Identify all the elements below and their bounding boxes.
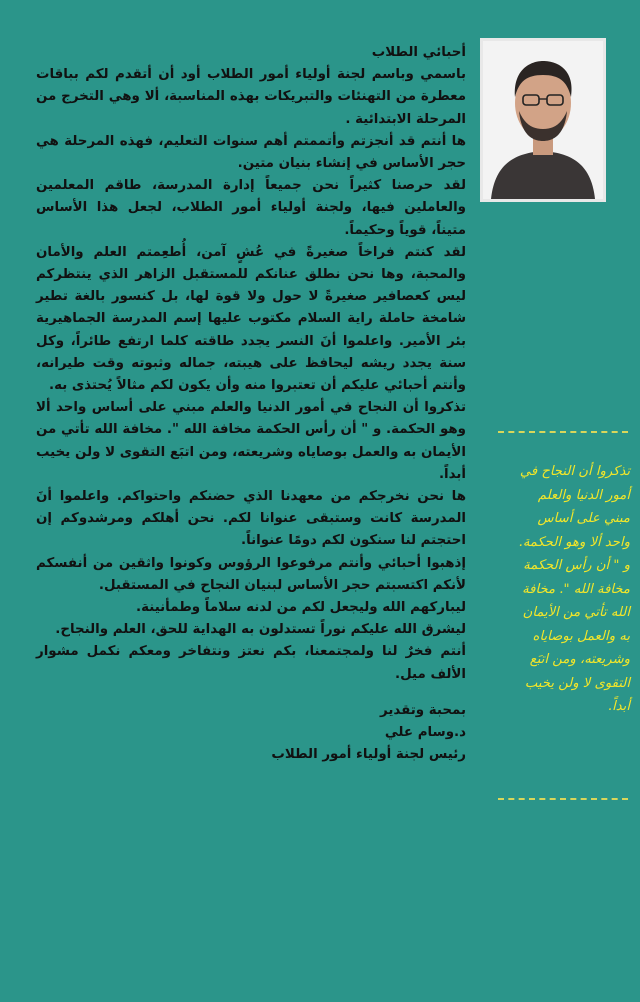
quote-line: أبداً. [607,699,630,714]
portrait-image [483,41,603,199]
quote-line: أمور الدنيا والعلم [537,487,630,503]
quote-line: الله تأتي من الأيمان [522,605,630,620]
letter-paragraph: تذكروا أن النجاح في أمور الدنيا والعلم مبني على أساس واحد ألا وهو الحكمة. و " أن رأس الحكمة مخافة الله ". مخافة الله تأتي من الأيمان به والعمل بوصاياه وشريعته، ومن اتبَع التقوى لا ولن يخيب أبداً. [36,400,466,482]
letter-paragraph: إذهبوا أحبائي وأنتم مرفوعوا الرؤوس وكونوا واثقين من أنفسكم لأنكم اكتسبتم حجر الأساس لبنيان النجاح في المستقبل. [36,555,466,593]
letter-greeting: أحبائي الطلاب [371,45,466,60]
signer-title: رئيس لجنة أولياء أمور الطلاب [271,747,466,763]
letter-paragraph: ها نحن نخرجكم من معهدنا الذي حضنكم واحتواكم. واعلموا أنَ المدرسة كانت وستبقى عنوانا لكم. نحن أهلكم ومرشدوكم إن احتجتم لنا سنكون لكم دومًا عنواناً. [36,489,466,549]
signer-name: د.وسام علي [384,725,466,741]
letter-paragraph: لقد حرصنا كثيراً نحن جميعاً إدارة المدرسة، طاقم المعلمين والعاملين فيها، ولجنة أولياء أمور الطلاب، لجعل هذا الأساس متيناً، قوياً وحكيماً. [36,178,466,238]
quote-line: به والعمل بوصاياه [532,628,630,644]
signature-block [36,700,466,767]
quote-line: وشريعته، ومن اتبَع [529,652,630,667]
quote-line: مبني على أساس [537,511,630,526]
closing-line: بمحبة وتقدير [380,702,466,718]
letter-paragraph: ليباركهم الله وليجعل لكم من لدنه سلاماً وطمأنينة. [136,600,466,616]
quote-line: التقوى لا ولن يخيب [524,675,630,691]
author-photo [480,38,606,202]
letter-paragraph: لقد كنتم فراخاً صغيرةً في عُشٍ آمن، أُطعِمتم العلم والأمان والمحبة، وها نحن نطلق عنانكم للمستقبل الزاهر الذي ينتظركم ليس كعصافير صغيرةً لا حول ولا قوة لها، بل كنسور بالغة تطير شامخة حاملة راية السلام مكتوب عليها إسم المدرسة الجماهيرية بئر الأمير. واعلموا أنَ النسر يجدد طاقته كلما ارتفع طائراً، وكل سنة يجدد ريشه ليحافظ على هيبته، جماله وثبوته وقت طيرانه، وأنتم أحبائي عليكم أن تعتبروا منه وأن يكون لكم مثالاً يُحتذى به. [36,244,466,394]
quote-line: مخافة الله ". مخافة [522,581,630,597]
quote-line: تذكروا أن النجاح في [519,464,630,479]
letter-body [36,42,466,767]
pull-quote [480,460,630,719]
quote-line: و " أن رأس الحكمة [523,558,630,573]
letter-paragraph: ليشرق الله عليكم نوراً تستدلون به الهداية للحق، العلم والنجاح. [55,622,466,638]
quote-divider-bottom [498,798,628,800]
quote-divider-top [498,431,628,433]
quote-line: واحد ألا وهو الحكمة. [518,534,630,550]
letter-paragraph: ها أنتم قد أنجزتم وأتممتم أهم سنوات التعليم، فهذه المرحلة هي حجر الأساس في إنشاء بنيان متين. [36,133,466,172]
letter-paragraph: أنتم فخرٌ لنا ولمجتمعنا، بكم نعتز ونتفاخر ومعكم نكمل مشوار الألف ميل. [36,644,466,682]
letter-paragraph: باسمي وباسم لجنة أولياء أمور الطلاب أود أن أتقدم لكم بباقات معطرة من التهنئات والتبريكات بهذه المناسبة، ألا وهي التخرج من المرحلة الابتدائية . [36,67,466,127]
